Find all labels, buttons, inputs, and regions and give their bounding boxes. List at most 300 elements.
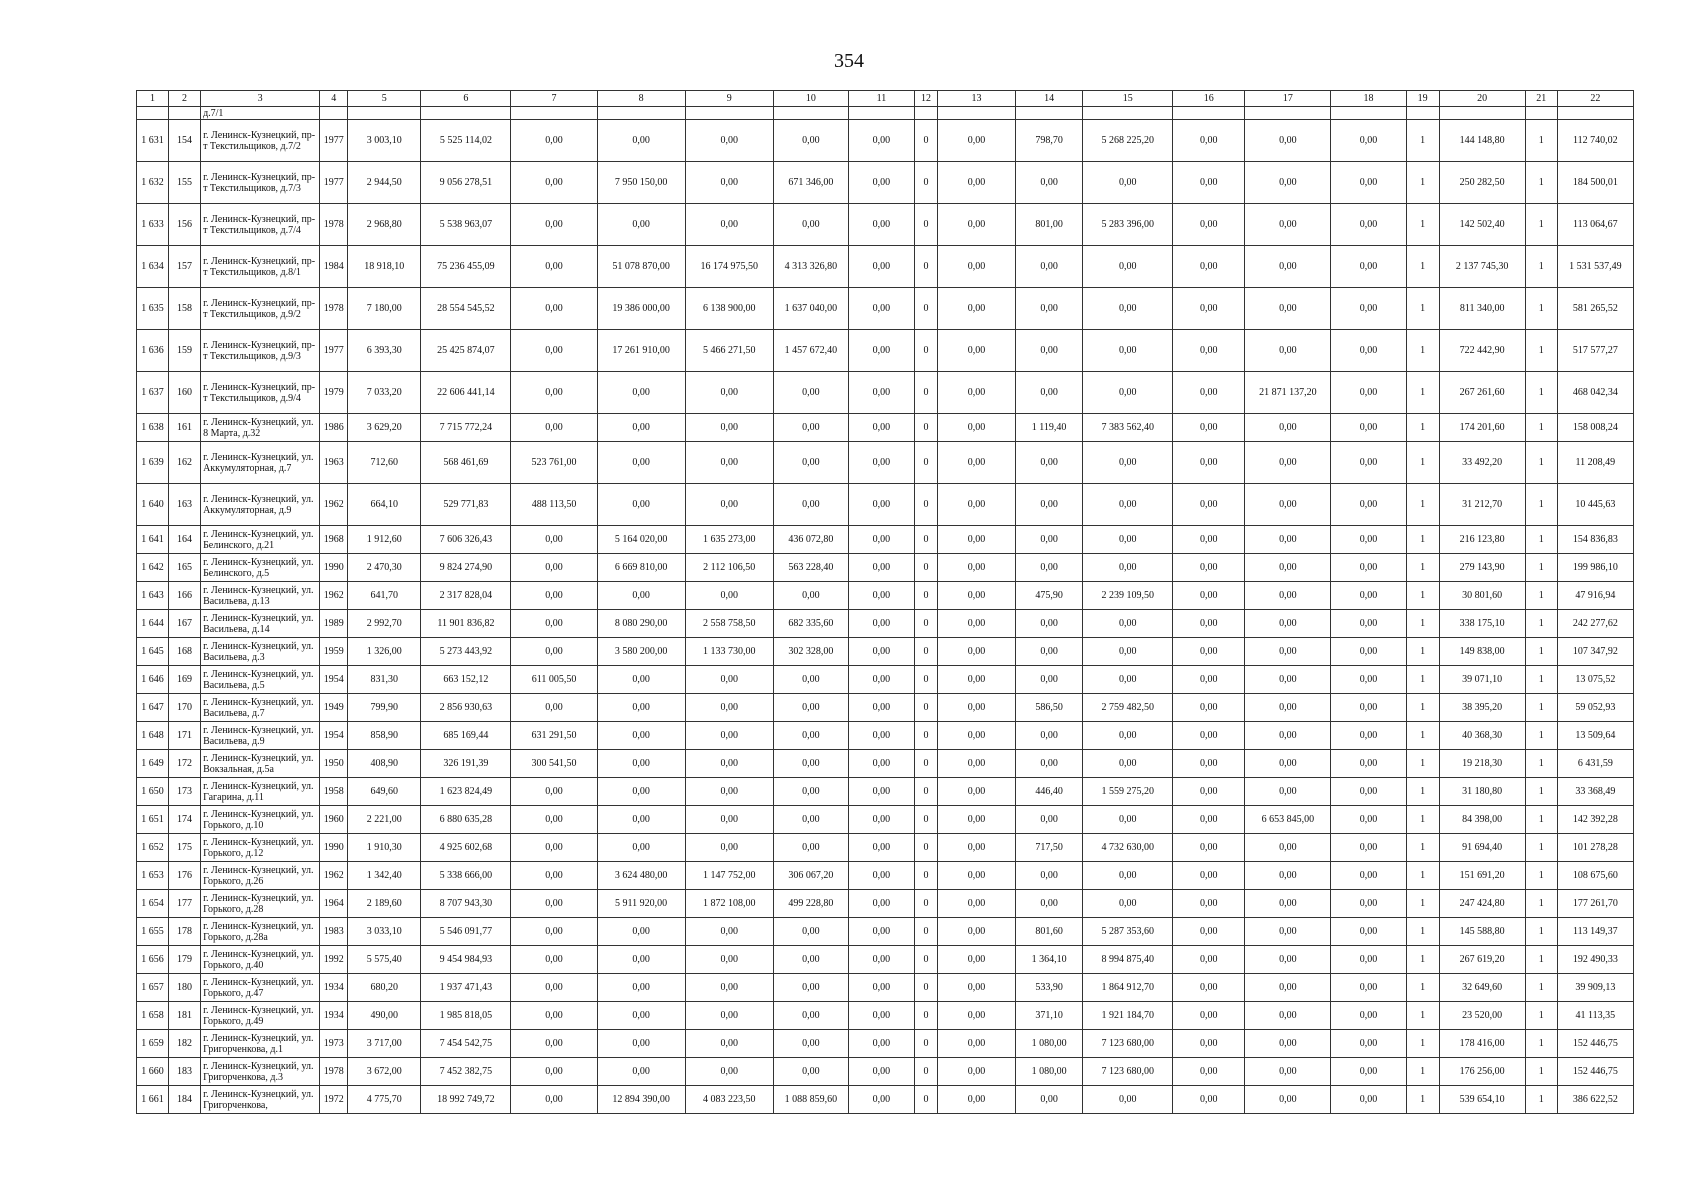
table-cell: 3 580 200,00: [597, 638, 685, 666]
table-cell: 0: [914, 372, 937, 414]
table-cell: 0,00: [511, 288, 597, 330]
table-cell: 0,00: [1016, 526, 1083, 554]
table-cell: 47 916,94: [1557, 582, 1633, 610]
address-cell: г. Ленинск-Кузнецкий, ул. 8 Марта, д.32: [201, 414, 320, 442]
table-cell: 1: [1525, 204, 1557, 246]
table-cell: 0,00: [773, 918, 848, 946]
address-cell: г. Ленинск-Кузнецкий, ул. Горького, д.49: [201, 1002, 320, 1030]
table-cell: 0: [914, 526, 937, 554]
table-cell: 0,00: [511, 778, 597, 806]
table-cell: 0,00: [937, 750, 1015, 778]
table-cell: 1 864 912,70: [1083, 974, 1173, 1002]
table-cell: 51 078 870,00: [597, 246, 685, 288]
table-cell: 326 191,39: [421, 750, 511, 778]
table-cell: 0,00: [511, 204, 597, 246]
table-cell: 0,00: [685, 694, 773, 722]
table-cell: 3 033,10: [348, 918, 421, 946]
table-cell: 1: [1406, 722, 1439, 750]
table-cell: 5 911 920,00: [597, 890, 685, 918]
table-cell: 0,00: [1016, 890, 1083, 918]
table-cell: 0,00: [848, 1086, 914, 1114]
table-cell: 2 189,60: [348, 890, 421, 918]
table-cell: 1 080,00: [1016, 1030, 1083, 1058]
table-cell: 242 277,62: [1557, 610, 1633, 638]
table-cell: 2 759 482,50: [1083, 694, 1173, 722]
table-cell: 0,00: [1331, 946, 1406, 974]
table-cell: 682 335,60: [773, 610, 848, 638]
table-cell: 1: [1525, 638, 1557, 666]
table-cell: 0,00: [1331, 204, 1406, 246]
table-cell: 0,00: [511, 918, 597, 946]
table-cell: 91 694,40: [1439, 834, 1525, 862]
table-cell: [1525, 107, 1557, 120]
table-cell: 475,90: [1016, 582, 1083, 610]
table-cell: [169, 107, 201, 120]
table-cell: 1 642: [137, 554, 169, 582]
table-cell: 0,00: [937, 974, 1015, 1002]
table-cell: 0,00: [1245, 330, 1331, 372]
table-cell: 0,00: [511, 414, 597, 442]
table-cell: 1: [1406, 582, 1439, 610]
table-cell: 0,00: [511, 372, 597, 414]
table-cell: 0,00: [685, 442, 773, 484]
table-cell: 0,00: [773, 722, 848, 750]
table-cell: 1979: [320, 372, 348, 414]
address-cell: г. Ленинск-Кузнецкий, ул. Аккумуляторная, д.7: [201, 442, 320, 484]
table-cell: 581 265,52: [1557, 288, 1633, 330]
table-cell: 0,00: [685, 1058, 773, 1086]
table-cell: [848, 107, 914, 120]
table-cell: 0,00: [1173, 918, 1245, 946]
table-cell: 0,00: [848, 806, 914, 834]
table-cell: 0,00: [597, 750, 685, 778]
table-cell: 0,00: [1083, 750, 1173, 778]
table-cell: 0,00: [1173, 484, 1245, 526]
table-cell: 436 072,80: [773, 526, 848, 554]
table-cell: 158 008,24: [1557, 414, 1633, 442]
table-cell: 7 606 326,43: [421, 526, 511, 554]
table-cell: 1: [1406, 288, 1439, 330]
table-row: [137, 974, 1634, 1002]
table-cell: 1 647: [137, 694, 169, 722]
table-cell: 0,00: [685, 946, 773, 974]
table-cell: д.7/1: [201, 107, 320, 120]
table-cell: 0,00: [597, 120, 685, 162]
address-cell: г. Ленинск-Кузнецкий, ул. Васильева, д.9: [201, 722, 320, 750]
table-cell: 0,00: [1331, 974, 1406, 1002]
table-row: [137, 246, 1634, 288]
table-cell: 267 261,60: [1439, 372, 1525, 414]
table-cell: 0,00: [597, 442, 685, 484]
table-cell: 1: [1406, 484, 1439, 526]
table-cell: 641,70: [348, 582, 421, 610]
table-cell: 1: [1406, 666, 1439, 694]
address-cell: г. Ленинск-Кузнецкий, пр-т Текстильщиков, д.9/2: [201, 288, 320, 330]
table-cell: 157: [169, 246, 201, 288]
table-cell: 1949: [320, 694, 348, 722]
table-cell: 0,00: [1245, 778, 1331, 806]
table-cell: 371,10: [1016, 1002, 1083, 1030]
table-cell: 4 083 223,50: [685, 1086, 773, 1114]
table-cell: 112 740,02: [1557, 120, 1633, 162]
table-cell: 0,00: [937, 1058, 1015, 1086]
table-cell: 490,00: [348, 1002, 421, 1030]
table-cell: 2 856 930,63: [421, 694, 511, 722]
table-cell: 1 643: [137, 582, 169, 610]
table-cell: 0,00: [1331, 638, 1406, 666]
table-cell: 1 639: [137, 442, 169, 484]
table-cell: 533,90: [1016, 974, 1083, 1002]
table-cell: 1: [1525, 162, 1557, 204]
table-cell: 1 659: [137, 1030, 169, 1058]
table-cell: 0,00: [1016, 750, 1083, 778]
table-cell: 0,00: [685, 666, 773, 694]
table-cell: 0,00: [1245, 834, 1331, 862]
table-cell: 166: [169, 582, 201, 610]
table-cell: 7 950 150,00: [597, 162, 685, 204]
table-cell: 2 470,30: [348, 554, 421, 582]
table-cell: 0,00: [1173, 246, 1245, 288]
column-number-row: [137, 91, 1634, 107]
table-cell: 0,00: [937, 862, 1015, 890]
table-cell: 1: [1406, 890, 1439, 918]
table-cell: 0,00: [1173, 834, 1245, 862]
table-cell: 1 646: [137, 666, 169, 694]
table-cell: [1331, 107, 1406, 120]
table-cell: 0,00: [1331, 862, 1406, 890]
table-cell: 0: [914, 1086, 937, 1114]
table-cell: 0,00: [685, 1030, 773, 1058]
table-cell: 0,00: [937, 806, 1015, 834]
table-cell: 0,00: [773, 666, 848, 694]
table-cell: 3 672,00: [348, 1058, 421, 1086]
table-cell: 0,00: [685, 974, 773, 1002]
table-cell: 1960: [320, 806, 348, 834]
table-cell: 0,00: [597, 1058, 685, 1086]
table-cell: 0,00: [1331, 918, 1406, 946]
table-cell: 1: [1406, 1086, 1439, 1114]
column-number-cell: 11: [848, 91, 914, 107]
table-cell: 1: [1525, 1058, 1557, 1086]
table-cell: 1 657: [137, 974, 169, 1002]
column-number-cell: 15: [1083, 91, 1173, 107]
table-cell: 0,00: [1245, 974, 1331, 1002]
table-cell: 7 123 680,00: [1083, 1058, 1173, 1086]
table-cell: 0,00: [848, 1030, 914, 1058]
table-cell: 0,00: [937, 372, 1015, 414]
table-cell: 0: [914, 162, 937, 204]
table-cell: 0,00: [1173, 750, 1245, 778]
address-cell: г. Ленинск-Кузнецкий, ул. Васильева, д.14: [201, 610, 320, 638]
table-cell: 165: [169, 554, 201, 582]
table-row: [137, 484, 1634, 526]
table-cell: 0,00: [1173, 862, 1245, 890]
table-cell: 801,60: [1016, 918, 1083, 946]
table-cell: 159: [169, 330, 201, 372]
table-cell: 0,00: [1331, 372, 1406, 414]
table-cell: 11 901 836,82: [421, 610, 511, 638]
table-cell: 0,00: [597, 1030, 685, 1058]
table-row: [137, 918, 1634, 946]
table-cell: 250 282,50: [1439, 162, 1525, 204]
table-cell: 4 732 630,00: [1083, 834, 1173, 862]
table-cell: 0,00: [511, 120, 597, 162]
table-cell: [137, 107, 169, 120]
table-cell: 0,00: [685, 414, 773, 442]
address-cell: г. Ленинск-Кузнецкий, пр-т Текстильщиков, д.9/3: [201, 330, 320, 372]
table-cell: 1990: [320, 834, 348, 862]
table-cell: 663 152,12: [421, 666, 511, 694]
table-cell: 0,00: [848, 750, 914, 778]
table-cell: 0,00: [597, 204, 685, 246]
table-cell: 1 119,40: [1016, 414, 1083, 442]
table-cell: 1: [1525, 974, 1557, 1002]
table-cell: 2 317 828,04: [421, 582, 511, 610]
table-cell: 0,00: [1083, 288, 1173, 330]
table-cell: 7 033,20: [348, 372, 421, 414]
table-cell: 33 368,49: [1557, 778, 1633, 806]
table-cell: 0,00: [848, 162, 914, 204]
table-cell: 8 080 290,00: [597, 610, 685, 638]
table-cell: 0,00: [597, 806, 685, 834]
table-cell: 113 064,67: [1557, 204, 1633, 246]
table-cell: 0,00: [1331, 1030, 1406, 1058]
table-row: [137, 204, 1634, 246]
column-number-cell: 4: [320, 91, 348, 107]
table-cell: 300 541,50: [511, 750, 597, 778]
column-number-cell: 6: [421, 91, 511, 107]
table-cell: 1964: [320, 890, 348, 918]
table-cell: 680,20: [348, 974, 421, 1002]
table-row: [137, 806, 1634, 834]
table-cell: 0,00: [1016, 1086, 1083, 1114]
table-cell: [597, 107, 685, 120]
table-cell: 1 656: [137, 946, 169, 974]
column-number-cell: 12: [914, 91, 937, 107]
table-row: [137, 442, 1634, 484]
table-cell: 0,00: [511, 1086, 597, 1114]
table-cell: [320, 107, 348, 120]
table-cell: 3 629,20: [348, 414, 421, 442]
table-cell: 8 707 943,30: [421, 890, 511, 918]
continuation-row: [137, 107, 1634, 120]
table-cell: 1: [1406, 834, 1439, 862]
table-cell: [937, 107, 1015, 120]
table-cell: 1984: [320, 246, 348, 288]
table-cell: 1934: [320, 974, 348, 1002]
table-cell: 488 113,50: [511, 484, 597, 526]
table-cell: 1 937 471,43: [421, 974, 511, 1002]
table-cell: 84 398,00: [1439, 806, 1525, 834]
table-cell: 1990: [320, 554, 348, 582]
table-cell: 0,00: [1245, 120, 1331, 162]
table-cell: 1: [1525, 484, 1557, 526]
table-cell: 0,00: [1331, 484, 1406, 526]
table-cell: 0,00: [685, 722, 773, 750]
table-cell: 173: [169, 778, 201, 806]
table-cell: 0,00: [685, 806, 773, 834]
table-cell: 0,00: [511, 610, 597, 638]
table-cell: 0,00: [685, 204, 773, 246]
table-cell: 1 641: [137, 526, 169, 554]
table-cell: 0,00: [848, 484, 914, 526]
table-cell: 2 968,80: [348, 204, 421, 246]
column-number-cell: 2: [169, 91, 201, 107]
table-cell: 0,00: [685, 484, 773, 526]
table-cell: 523 761,00: [511, 442, 597, 484]
table-cell: 0,00: [511, 330, 597, 372]
table-cell: 0,00: [848, 974, 914, 1002]
table-cell: 1992: [320, 946, 348, 974]
table-cell: 631 291,50: [511, 722, 597, 750]
table-cell: 0,00: [1245, 526, 1331, 554]
table-cell: 144 148,80: [1439, 120, 1525, 162]
table-cell: 0,00: [1245, 414, 1331, 442]
table-cell: 169: [169, 666, 201, 694]
table-cell: 16 174 975,50: [685, 246, 773, 288]
table-cell: 184: [169, 1086, 201, 1114]
table-cell: 1 660: [137, 1058, 169, 1086]
table-cell: 0,00: [1083, 330, 1173, 372]
table-cell: 801,00: [1016, 204, 1083, 246]
address-cell: г. Ленинск-Кузнецкий, ул. Белинского, д.5: [201, 554, 320, 582]
table-cell: 1: [1525, 694, 1557, 722]
table-cell: [348, 107, 421, 120]
table-cell: 180: [169, 974, 201, 1002]
table-cell: 267 619,20: [1439, 946, 1525, 974]
table-cell: [1439, 107, 1525, 120]
table-cell: 1: [1525, 554, 1557, 582]
table-cell: 7 454 542,75: [421, 1030, 511, 1058]
table-cell: 1 640: [137, 484, 169, 526]
table-cell: 0,00: [1016, 806, 1083, 834]
table-cell: 4 313 326,80: [773, 246, 848, 288]
table-cell: 0: [914, 974, 937, 1002]
table-row: [137, 610, 1634, 638]
address-cell: г. Ленинск-Кузнецкий, ул. Горького, д.47: [201, 974, 320, 1002]
table-cell: 0,00: [1173, 694, 1245, 722]
table-cell: 0,00: [1245, 246, 1331, 288]
table-cell: 1: [1406, 1058, 1439, 1086]
table-cell: 1 559 275,20: [1083, 778, 1173, 806]
table-cell: 145 588,80: [1439, 918, 1525, 946]
table-cell: 0,00: [848, 204, 914, 246]
table-cell: 0,00: [1083, 1086, 1173, 1114]
table-cell: 0,00: [773, 1058, 848, 1086]
table-cell: 0,00: [848, 834, 914, 862]
table-cell: 1983: [320, 918, 348, 946]
table-cell: 183: [169, 1058, 201, 1086]
table-cell: 0,00: [597, 484, 685, 526]
table-cell: 1978: [320, 204, 348, 246]
table-cell: 446,40: [1016, 778, 1083, 806]
table-cell: 1: [1406, 610, 1439, 638]
table-cell: 0: [914, 1058, 937, 1086]
table-cell: 1: [1525, 442, 1557, 484]
table-cell: [773, 107, 848, 120]
table-cell: 0,00: [597, 778, 685, 806]
table-cell: 1: [1406, 414, 1439, 442]
table-cell: 152 446,75: [1557, 1030, 1633, 1058]
table-cell: 152 446,75: [1557, 1058, 1633, 1086]
table-cell: 0,00: [597, 666, 685, 694]
table-cell: 0,00: [773, 120, 848, 162]
table-cell: 0,00: [1331, 582, 1406, 610]
table-cell: 39 909,13: [1557, 974, 1633, 1002]
column-number-cell: 1: [137, 91, 169, 107]
table-cell: 168: [169, 638, 201, 666]
table-cell: 1 648: [137, 722, 169, 750]
table-cell: 0,00: [937, 722, 1015, 750]
table-cell: 1977: [320, 120, 348, 162]
table-cell: 0,00: [1173, 806, 1245, 834]
table-cell: 0,00: [1245, 890, 1331, 918]
table-cell: 0: [914, 246, 937, 288]
table-cell: 279 143,90: [1439, 554, 1525, 582]
page-number: 354: [834, 50, 864, 72]
table-cell: 0: [914, 204, 937, 246]
table-cell: 568 461,69: [421, 442, 511, 484]
table-cell: 386 622,52: [1557, 1086, 1633, 1114]
table-cell: 6 653 845,00: [1245, 806, 1331, 834]
table-cell: 0,00: [1331, 554, 1406, 582]
table-cell: 1 634: [137, 246, 169, 288]
table-cell: 30 801,60: [1439, 582, 1525, 610]
table-cell: 1962: [320, 582, 348, 610]
table-row: [137, 1002, 1634, 1030]
table-cell: 1 635 273,00: [685, 526, 773, 554]
table-cell: 0: [914, 946, 937, 974]
table-cell: 192 490,33: [1557, 946, 1633, 974]
table-cell: 0,00: [937, 694, 1015, 722]
table-cell: 5 164 020,00: [597, 526, 685, 554]
address-cell: г. Ленинск-Кузнецкий, ул. Горького, д.10: [201, 806, 320, 834]
table-cell: 0,00: [1331, 610, 1406, 638]
table-row: [137, 330, 1634, 372]
table-cell: 0,00: [1173, 666, 1245, 694]
table-cell: 158: [169, 288, 201, 330]
table-cell: 0,00: [1173, 414, 1245, 442]
register-table: [136, 90, 1634, 1114]
table-cell: 717,50: [1016, 834, 1083, 862]
table-cell: 0,00: [937, 778, 1015, 806]
table-cell: 1 921 184,70: [1083, 1002, 1173, 1030]
column-number-cell: 13: [937, 91, 1015, 107]
table-cell: 0,00: [773, 1030, 848, 1058]
table-cell: 1: [1525, 918, 1557, 946]
table-cell: 142 392,28: [1557, 806, 1633, 834]
table-cell: 0,00: [1173, 442, 1245, 484]
table-cell: 1 623 824,49: [421, 778, 511, 806]
table-cell: 181: [169, 1002, 201, 1030]
table-cell: 1: [1525, 330, 1557, 372]
table-cell: 0,00: [1173, 610, 1245, 638]
table-cell: 176: [169, 862, 201, 890]
table-cell: 0,00: [1331, 1002, 1406, 1030]
table-cell: 21 871 137,20: [1245, 372, 1331, 414]
table-cell: 0,00: [1173, 330, 1245, 372]
table-cell: 0,00: [1016, 666, 1083, 694]
table-cell: 1: [1406, 1030, 1439, 1058]
table-cell: 0,00: [511, 554, 597, 582]
table-cell: 162: [169, 442, 201, 484]
table-cell: 75 236 455,09: [421, 246, 511, 288]
table-cell: 1 636: [137, 330, 169, 372]
table-cell: 0,00: [1016, 722, 1083, 750]
table-cell: 12 894 390,00: [597, 1086, 685, 1114]
table-cell: 184 500,01: [1557, 162, 1633, 204]
table-cell: 1: [1406, 694, 1439, 722]
